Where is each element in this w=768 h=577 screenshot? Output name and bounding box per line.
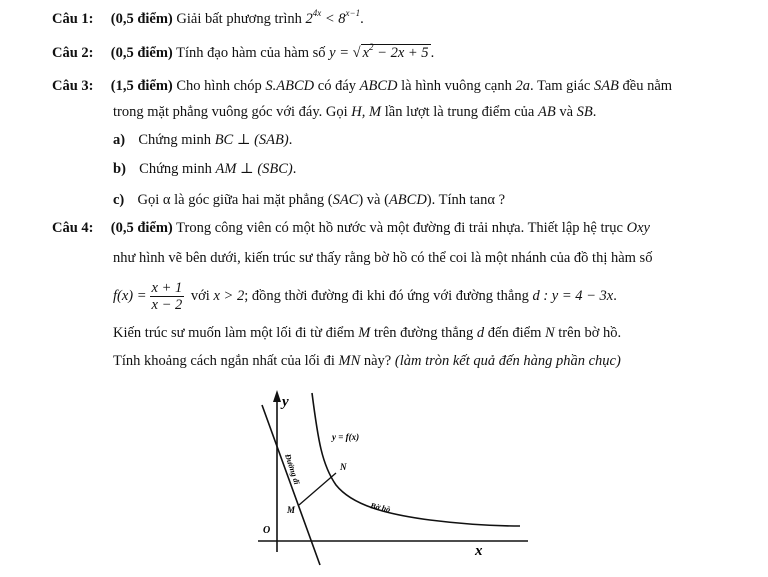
q3a-formula: BC ⊥ (SAB) xyxy=(214,132,289,148)
question-4-line-4: Kiến trúc sư muốn làm một lối đi từ điểm M trên đường thẳng d đến điểm N trên bờ hồ. xyxy=(113,325,622,341)
q2-points: (0,5 điểm) xyxy=(110,45,173,61)
question-4-line-5: Tính khoảng cách ngắn nhất của lối đi MN này? (làm tròn kết quả đến hàng phần chục) xyxy=(113,353,621,369)
y-axis-label: y xyxy=(282,394,289,410)
q3-label: Câu 3: xyxy=(52,78,94,94)
q2-formula: y = √ $x^2 - 2x + 5$ xyxy=(329,42,429,61)
q1-points: (0,5 điểm) xyxy=(110,11,173,27)
shore-label: Bờ hồ xyxy=(369,501,392,515)
question-3a: a) Chứng minh BC ⊥ (SAB). xyxy=(113,132,293,148)
question-3b: b) Chứng minh AM ⊥ (SBC). xyxy=(113,161,297,177)
q2-label: Câu 2: xyxy=(52,45,94,61)
question-4-line-2: như hình vẽ bên dưới, kiến trúc sư thấy rằng bờ hồ có thể coi là một nhánh của đồ thị hàm số xyxy=(113,250,653,266)
point-n-label: N xyxy=(340,462,347,472)
fraction: $\frac{x + 1}{x - 2}$ xyxy=(151,280,183,314)
q3c-formula: tanα xyxy=(469,192,495,208)
q4-label: Câu 4: xyxy=(52,220,94,236)
q3b-formula: AM ⊥ (SBC) xyxy=(215,161,293,177)
point-m-label: M xyxy=(287,505,296,515)
q1-text: Giải bất phương trình xyxy=(176,11,302,27)
x-axis-label: x xyxy=(475,543,483,559)
q2-text: Tính đạo hàm của hàm số xyxy=(176,45,326,61)
shore-curve xyxy=(312,393,520,526)
road-label: Đường đi xyxy=(283,452,302,486)
question-3-line-1: Câu 3: (1,5 điểm) Cho hình chóp S.ABCD có đáy ABCD là hình vuông cạnh 2a. Tam giác SAB đều nằm xyxy=(52,78,673,94)
question-4-line-3: f(x) = $\frac{x + 1}{x - 2}$ với x > 2; đồng thời đường đi khi đó ứng với đường thẳng d : y = 4 − 3x. xyxy=(113,280,617,314)
origin-label: O xyxy=(263,525,271,536)
q4-points: (0,5 điểm) xyxy=(110,220,173,236)
q1-label: Câu 1: xyxy=(52,11,94,27)
question-2: Câu 2: (0,5 điểm) Tính đạo hàm của hàm số y = √ $x^2 - 2x + 5$ . xyxy=(52,42,435,61)
q3-points: (1,5 điểm) xyxy=(110,78,173,94)
question-4-line-1: Câu 4: (0,5 điểm) Trong công viên có một hồ nước và một đường đi trải nhựa. Thiết lập hệ trục Oxy xyxy=(52,220,650,236)
q1-formula: $2^{4x} < 8^{x-1}$ xyxy=(305,8,361,27)
question-1: Câu 1: (0,5 điểm) Giải bất phương trình $2^{4x} < 8^{x-1}$. xyxy=(52,8,364,27)
question-3c: c) Gọi α là góc giữa hai mặt phẳng (SAC) và (ABCD). Tính tanα ? xyxy=(113,192,505,208)
question-3-line-2: trong mặt phẳng vuông góc với đáy. Gọi H, M lần lượt là trung điểm của AB và SB. xyxy=(113,104,597,120)
y-axis-arrow xyxy=(273,390,281,402)
segment-mn xyxy=(299,473,336,505)
curve-label: y = f(x) xyxy=(332,432,360,442)
